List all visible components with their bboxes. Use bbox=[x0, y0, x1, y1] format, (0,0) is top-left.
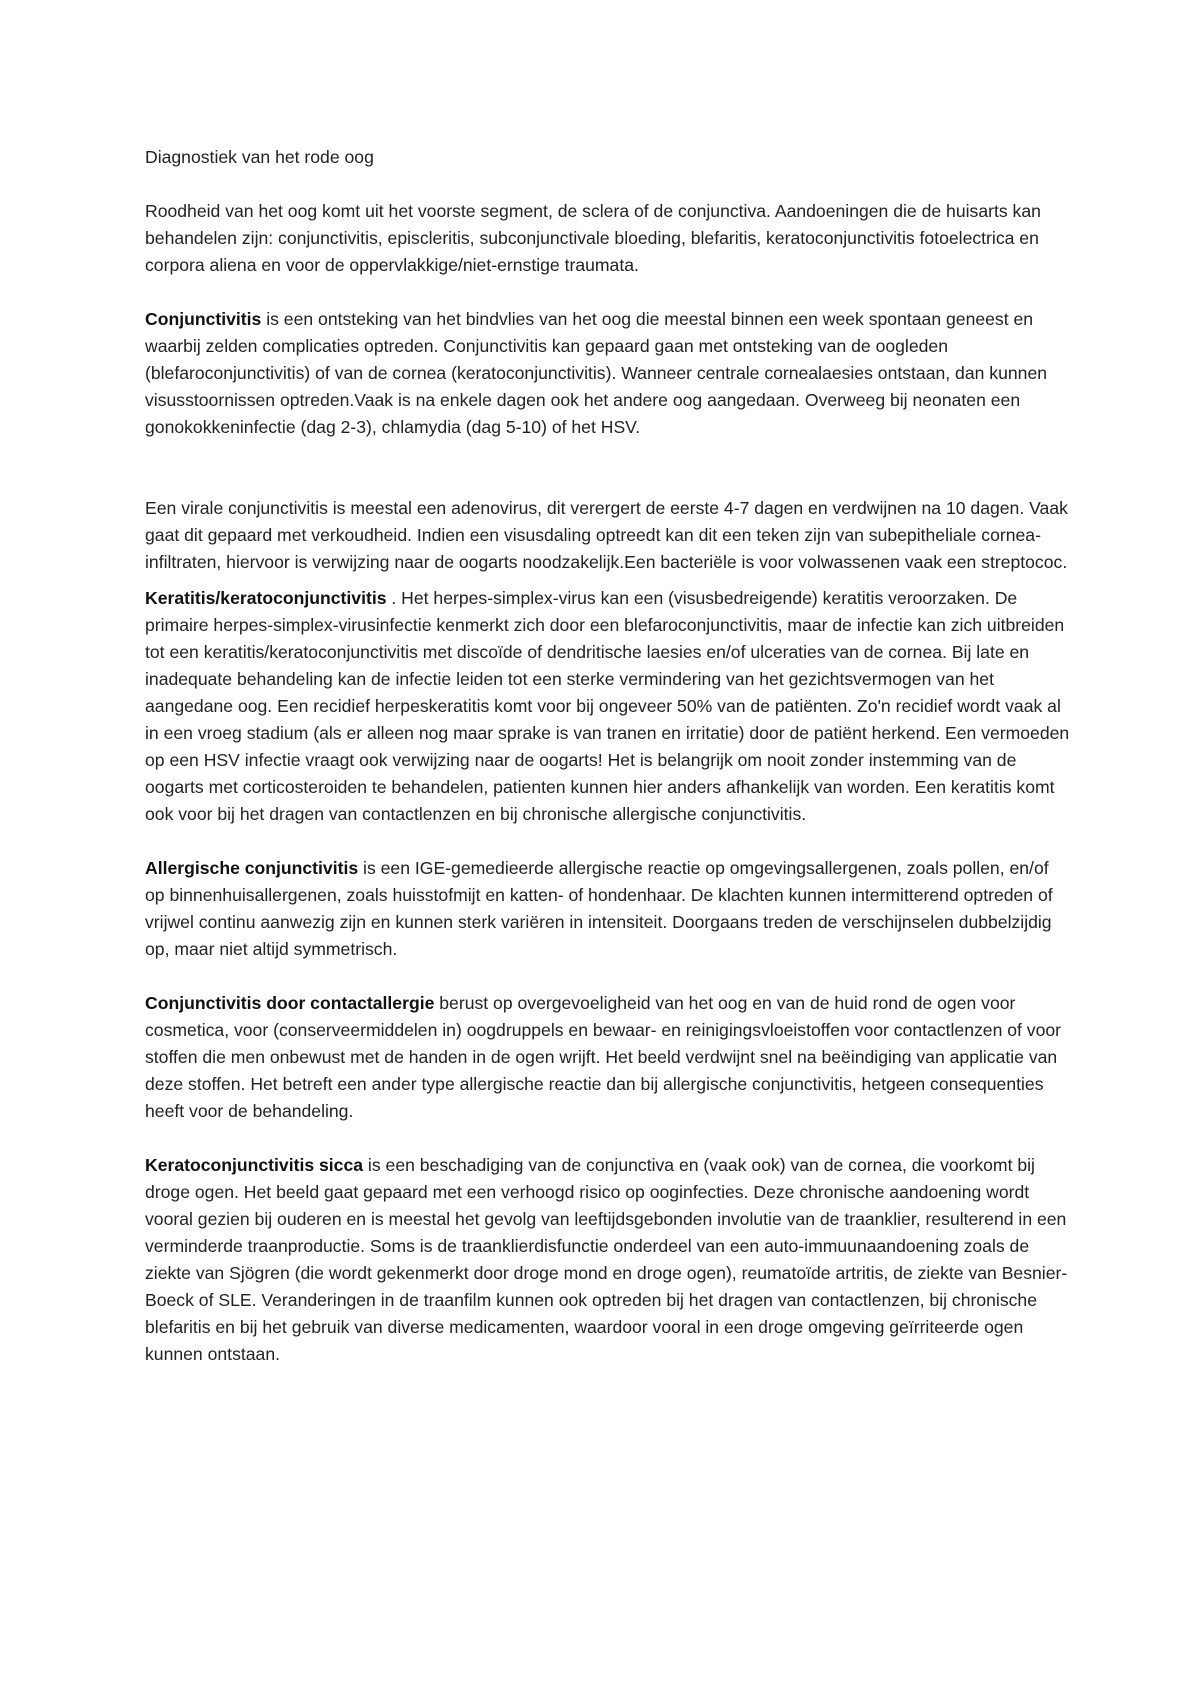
keratitis-paragraph bbox=[145, 585, 1070, 828]
document-body bbox=[145, 144, 1070, 1395]
conjunctivitis-paragraph bbox=[145, 306, 1070, 441]
keratitis-term: Keratitis/keratoconjunctivitis bbox=[145, 588, 387, 608]
viral-conjunctivitis-paragraph: Een virale conjunctivitis is meestal een adenovirus, dit verergert de eerste 4-7 dagen en verdwijnen na 10 dagen. Vaak gaat dit gepaard met verkoudheid. Indien een visusdaling optreedt kan dit een teken zijn van subepitheliale cornea-infiltraten, hiervoor is verwijzing naar de oogarts noodzakelijk.Een bacteriële is voor volwassenen vaak een streptococ. bbox=[145, 498, 1068, 572]
document-title: Diagnostiek van het rode oog bbox=[145, 147, 374, 167]
allergic-conjunctivitis-term: Allergische conjunctivitis bbox=[145, 858, 359, 878]
allergic-conjunctivitis-paragraph bbox=[145, 855, 1070, 963]
conjunctivitis-text: is een ontsteking van het bindvlies van het oog die meestal binnen een week spontaan geneest en waarbij zelden complicaties optreden. Conjunctivitis kan gepaard gaan met ontsteking van de oogleden (blefaroconjunctivitis) of van de cornea (keratoconjunctivitis). Wanneer centrale cornealaesies ontstaan, dan kunnen visusstoornissen optreden.Vaak is na enkele dagen ook het andere oog aangedaan. Overweeg bij neonaten een gonokokkeninfectie (dag 2-3), chlamydia (dag 5-10) of het HSV. bbox=[145, 309, 1048, 437]
sicca-term: Keratoconjunctivitis sicca bbox=[145, 1155, 364, 1175]
sicca-text: is een beschadiging van de conjunctiva en (vaak ook) van de cornea, die voorkomt bij droge ogen. Het beeld gaat gepaard met een verhoogd risico op ooginfecties. Deze chronische aandoening wordt vooral gezien bij ouderen en is meestal het gevolg van leeftijdsgebonden involutie van de traanklier, resulterend in een verminderde traanproductie. Soms is de traanklierdisfunctie onderdeel van een auto-immuunaandoening zoals de ziekte van Sjögren (die wordt gekenmerkt door droge mond en droge ogen), reumatoïde artritis, de ziekte van Besnier-Boeck of SLE. Veranderingen in de traanfilm kunnen ook optreden bij het dragen van contactlenzen, bij chronische blefaritis en bij het gebruik van diverse medicamenten, waardoor vooral in een droge omgeving geïrriteerde ogen kunnen ontstaan. bbox=[145, 1155, 1068, 1364]
allergic-conjunctivitis-text: is een IGE-gemedieerde allergische reactie op omgevingsallergenen, zoals pollen, en/of op binnenhuisallergenen, zoals huisstofmijt en katten- of hondenhaar. De klachten kunnen intermitterend optreden of vrijwel continu aanwezig zijn en kunnen sterk variëren in intensiteit. Doorgaans treden de verschijnselen dubbelzijdig op, maar niet altijd symmetrisch. bbox=[145, 858, 1053, 959]
contact-allergy-text: berust op overgevoeligheid van het oog en van de huid rond de ogen voor cosmetica, voor (conserveermiddelen in) oogdruppels en bewaar- en reinigingsvloeistoffen voor contactlenzen of voor stoffen die men onbewust met de handen in de ogen wrijft. Het beeld verdwijnt snel na beëindiging van applicatie van deze stoffen. Het betreft een ander type allergische reactie dan bij allergische conjunctivitis, hetgeen consequenties heeft voor de behandeling. bbox=[145, 993, 1062, 1121]
conjunctivitis-term: Conjunctivitis bbox=[145, 309, 262, 329]
keratitis-text: . Het herpes-simplex-virus kan een (visusbedreigende) keratitis veroorzaken. De primaire herpes-simplex-virusinfectie kenmerkt zich door een blefaroconjunctivitis, maar de infectie kan zich uitbreiden tot een keratitis/keratoconjunctivitis met discoïde of dendritische laesies en/of ulceraties van de cornea. Bij late en inadequate behandeling kan de infectie leiden tot een sterke vermindering van het gezichtsvermogen van het aangedane oog. Een recidief herpeskeratitis komt voor bij ongeveer 50% van de patiënten. Zo'n recidief wordt vaak al in een vroeg stadium (als er alleen nog maar sprake is van tranen en irritatie) door de patiënt herkend. Een vermoeden op een HSV infectie vraagt ook verwijzing naar de oogarts! Het is belangrijk om nooit zonder instemming van de oogarts met corticosteroiden te behandelen, patienten kunnen hier anders afhankelijk van worden. Een keratitis komt ook voor bij het dragen van contactlenzen en bij chronische allergische conjunctivitis. bbox=[145, 588, 1070, 824]
contact-allergy-paragraph bbox=[145, 990, 1070, 1125]
sicca-paragraph bbox=[145, 1152, 1070, 1368]
intro-paragraph: Roodheid van het oog komt uit het voorste segment, de sclera of de conjunctiva. Aandoeningen die de huisarts kan behandelen zijn: conjunctivitis, episcleritis, subconjunctivale bloeding, blefaritis, keratoconjunctivitis fotoelectrica en corpora aliena en voor de oppervlakkige/niet-ernstige traumata. bbox=[145, 201, 1041, 275]
contact-allergy-term: Conjunctivitis door contactallergie bbox=[145, 993, 435, 1013]
